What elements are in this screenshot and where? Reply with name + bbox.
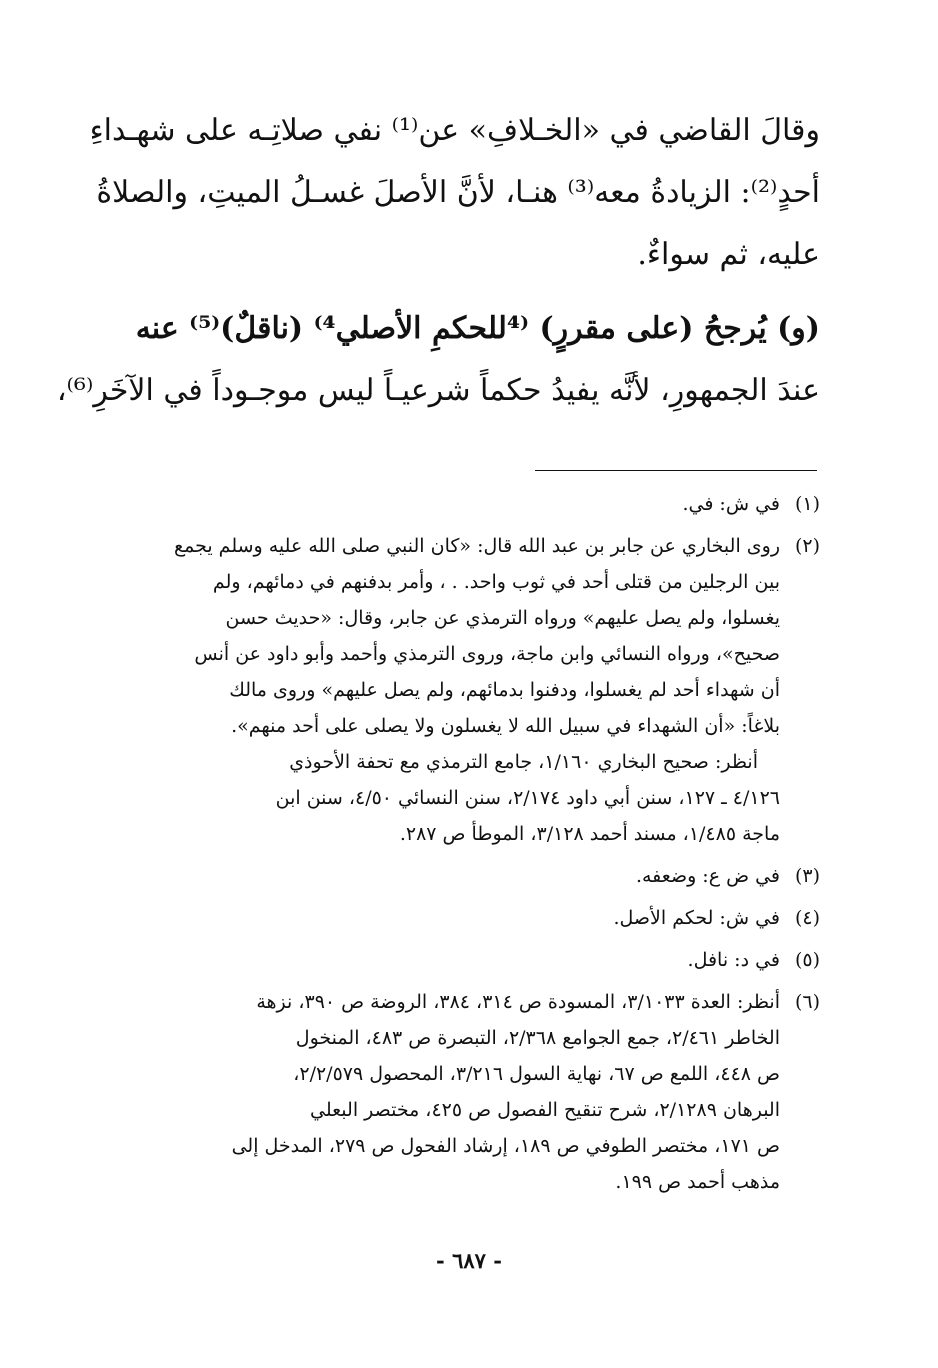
footnote-line: ٤/١٢٦ ـ ١٢٧، سنن أبي داود ٢/١٧٤، سنن النسائي ٤/٥٠، سنن ابن bbox=[275, 787, 780, 809]
main-paragraph-2 bbox=[56, 298, 820, 422]
footnote-line: في د: نافل. bbox=[687, 949, 780, 971]
footnote-line: ص ١٧١، مختصر الطوفي ص ١٨٩، إرشاد الفحول ص ٢٧٩، المدخل إلى bbox=[231, 1135, 780, 1157]
footnote-line: في ش: في. bbox=[682, 493, 780, 515]
footnote-5 bbox=[135, 942, 820, 978]
footnote-body bbox=[135, 984, 780, 1200]
footnote-line: بين الرجلين من قتلى أحد في ثوب واحد. . ، وأمر بدفنهم في دمائهم، ولم bbox=[212, 571, 780, 593]
footnote-line: ماجة ١/٤٨٥، مسند أحمد ٣/١٢٨، الموطأ ص ٢٨٧. bbox=[399, 823, 780, 845]
footnote-body bbox=[135, 942, 780, 978]
main-line: عليه، ثم سواءٌ. bbox=[637, 237, 820, 272]
footnote-line: صحيح»، ورواه النسائي وابن ماجة، وروى الترمذي وأحمد وأبو داود عن أنس bbox=[194, 643, 780, 665]
footnote-number: (١) bbox=[794, 493, 820, 515]
footnote-separator bbox=[535, 470, 817, 471]
main-line: (و) يُرجحُ (على مقررٍ) ⁽⁴للحكمِ الأصلي⁴⁾ (ناقلٌ)⁽⁵⁾ عنه bbox=[135, 311, 820, 346]
footnotes bbox=[135, 486, 820, 1206]
footnote-3 bbox=[135, 858, 820, 894]
main-line: أحدٍ⁽²⁾: الزيادةُ معه⁽³⁾ هنـا، لأنَّ الأصلَ غسـلُ الميتِ، والصلاةُ bbox=[96, 175, 820, 210]
footnote-line: الخاطر ٢/٤٦١، جمع الجوامع ٢/٣٦٨، التبصرة ص ٤٨٣، المنخول bbox=[295, 1027, 780, 1049]
footnote-body bbox=[135, 900, 780, 936]
footnote-line: أن شهداء أحد لم يغسلوا، ودفنوا بدمائهم، ولم يصل عليهم» وروى مالك bbox=[229, 679, 780, 701]
footnote-line: أنظر: العدة ٣/١٠٣٣، المسودة ص ٣١٤، ٣٨٤، الروضة ص ٣٩٠، نزهة bbox=[256, 991, 780, 1013]
main-line: عندَ الجمهورِ، لأنَّه يفيدُ حكماً شرعيـاً ليس موجـوداً في الآخَرِ⁽⁶⁾، bbox=[56, 373, 820, 408]
footnote-line: أنظر: صحيح البخاري ١/١٦٠، جامع الترمذي مع تحفة الأحوذي bbox=[289, 751, 758, 773]
footnote-line: روى البخاري عن جابر بن عبد الله قال: «كان النبي صلى الله عليه وسلم يجمع bbox=[173, 535, 780, 557]
footnote-line: في ش: لحكم الأصل. bbox=[613, 907, 780, 929]
footnote-line: في ض ع: وضعفه. bbox=[635, 865, 780, 887]
footnote-line: بلاغاً: «أن الشهداء في سبيل الله لا يغسلون ولا يصلى على أحد منهم». bbox=[231, 715, 780, 737]
footnote-4 bbox=[135, 900, 820, 936]
footnote-line: مذهب أحمد ص ١٩٩. bbox=[615, 1171, 780, 1193]
main-line: وقالَ القاضي في «الخـلافِ» عن⁽¹⁾ نفي صلاتِـه على شهـداءِ bbox=[89, 113, 820, 148]
footnote-line: ص ٤٤٨، اللمع ص ٦٧، نهاية السول ٣/٢١٦، المحصول ٢/٢/٥٧٩، bbox=[293, 1063, 780, 1085]
footnote-number: (٦) bbox=[794, 991, 820, 1013]
footnote-body bbox=[135, 486, 780, 522]
footnote-number: (٤) bbox=[794, 907, 820, 929]
main-paragraph-1 bbox=[89, 100, 820, 286]
page-number: - ٦٨٧ - bbox=[436, 1248, 502, 1273]
main-text bbox=[56, 100, 820, 422]
footnote-number: (٥) bbox=[794, 949, 820, 971]
footnote-number: (٢) bbox=[794, 535, 820, 557]
footnote-line: يغسلوا، ولم يصل عليهم» ورواه الترمذي عن جابر، وقال: «حديث حسن bbox=[225, 607, 780, 629]
footnote-body bbox=[135, 858, 780, 894]
footnote-1 bbox=[135, 486, 820, 522]
footnote-2 bbox=[135, 528, 820, 852]
footnote-line: البرهان ٢/١٢٨٩، شرح تنقيح الفصول ص ٤٢٥، مختصر البعلي bbox=[310, 1099, 780, 1121]
footnote-body bbox=[135, 528, 780, 852]
footnote-6 bbox=[135, 984, 820, 1200]
footnote-number: (٣) bbox=[794, 865, 820, 887]
